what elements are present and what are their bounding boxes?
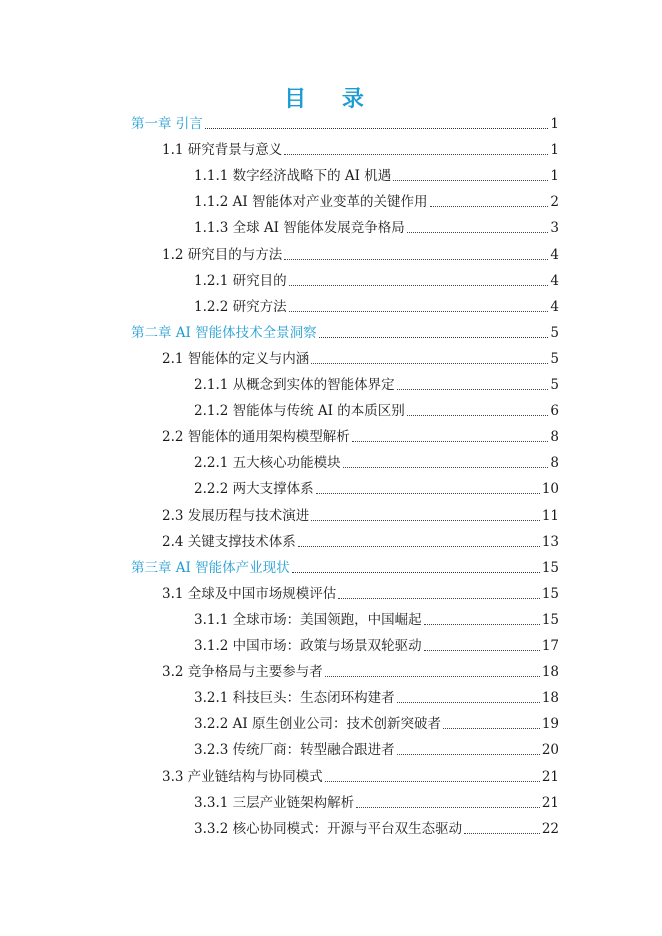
toc-subsection-entry[interactable] xyxy=(194,790,559,816)
toc-section-entry[interactable] xyxy=(162,424,559,450)
toc-entry-label: 第一章 引言 xyxy=(131,116,203,132)
toc-entry-label: 1.1.2 AI 智能体对产业变革的关键作用 xyxy=(194,194,428,211)
toc-subsection-entry[interactable] xyxy=(194,711,559,737)
toc-title: 目 录 xyxy=(284,87,378,112)
toc-subsection-entry[interactable] xyxy=(194,372,559,398)
toc-chapter-entry[interactable] xyxy=(131,111,559,137)
toc-chapter-entry[interactable] xyxy=(131,555,559,581)
toc-subsection-entry[interactable] xyxy=(194,163,559,189)
toc-entry-label: 3.2.1 科技巨头：生态闭环构建者 xyxy=(194,690,395,707)
dot-leader xyxy=(407,231,549,233)
toc-entry-label: 1.2.2 研究方法 xyxy=(194,298,287,315)
toc-entry-label: 1.2.1 研究目的 xyxy=(194,272,287,289)
dot-leader xyxy=(424,649,540,651)
dot-leader xyxy=(205,127,549,129)
toc-entry-label: 1.1 研究背景与意义 xyxy=(162,142,283,159)
dot-leader xyxy=(343,466,549,468)
toc-page-number: 21 xyxy=(541,768,559,785)
toc-page-number: 4 xyxy=(550,272,559,289)
toc-section-entry[interactable] xyxy=(162,137,559,163)
dot-leader xyxy=(443,727,540,729)
toc-page-number: 4 xyxy=(550,246,559,263)
toc-entry-label: 2.2.2 两大支撑体系 xyxy=(194,481,314,498)
dot-leader xyxy=(407,414,549,416)
toc-page-number: 18 xyxy=(541,690,559,707)
toc-page-number: 13 xyxy=(541,533,559,550)
toc-page-number: 10 xyxy=(541,481,559,498)
toc-entry-label: 1.1.3 全球 AI 智能体发展竞争格局 xyxy=(194,220,405,237)
dot-leader xyxy=(284,258,548,260)
toc-entry-label: 3.3 产业链结构与协同模式 xyxy=(162,768,323,785)
toc-page-number: 1 xyxy=(550,168,559,185)
toc-entry-label: 3.3.2 核心协同模式：开源与平台双生态驱动 xyxy=(194,820,463,837)
toc-page-number: 8 xyxy=(550,455,559,472)
toc-page-number: 5 xyxy=(550,350,559,367)
toc-section-entry[interactable] xyxy=(162,503,559,529)
toc-section-entry[interactable] xyxy=(162,346,559,372)
toc-subsection-entry[interactable] xyxy=(194,450,559,476)
toc-page-number: 15 xyxy=(541,559,559,576)
toc-subsection-entry[interactable] xyxy=(194,398,559,424)
toc-entry-label: 3.1 全球及中国市场规模评估 xyxy=(162,585,337,602)
toc-entry-label: 3.2 竞争格局与主要参与者 xyxy=(162,664,323,681)
toc-section-entry[interactable] xyxy=(162,581,559,607)
toc-page-number: 21 xyxy=(541,794,559,811)
toc-page-number: 4 xyxy=(550,298,559,315)
toc-entry-label: 1.1.1 数字经济战略下的 AI 机遇 xyxy=(194,168,392,185)
toc-entry-label: 2.2 智能体的通用架构模型解析 xyxy=(162,429,350,446)
toc-page-number: 19 xyxy=(541,716,559,733)
toc-page-number: 8 xyxy=(550,429,559,446)
dot-leader xyxy=(311,519,540,521)
toc-page-number: 5 xyxy=(550,377,559,393)
toc-section-entry[interactable] xyxy=(162,764,559,790)
toc-subsection-entry[interactable] xyxy=(194,685,559,711)
dot-leader xyxy=(393,179,548,181)
dot-leader xyxy=(424,623,540,625)
toc-page-number: 15 xyxy=(541,585,559,602)
toc-entry-label: 3.1.1 全球市场：美国领跑，中国崛起 xyxy=(194,611,422,628)
dot-leader xyxy=(430,205,549,207)
dot-leader xyxy=(397,753,540,755)
toc-page-number: 18 xyxy=(541,664,559,681)
dot-leader xyxy=(298,545,540,547)
dot-leader xyxy=(311,362,548,364)
toc-page-number: 6 xyxy=(550,403,559,420)
dot-leader xyxy=(397,701,540,703)
dot-leader xyxy=(356,806,540,808)
toc-entry-label: 2.1 智能体的定义与内涵 xyxy=(162,350,310,367)
toc-page-number: 15 xyxy=(541,611,559,628)
toc-subsection-entry[interactable] xyxy=(194,737,559,763)
dot-leader xyxy=(289,310,549,312)
toc-chapter-entry[interactable] xyxy=(131,320,559,346)
dot-leader xyxy=(319,336,549,338)
toc-entry-label: 3.2.2 AI 原生创业公司：技术创新突破者 xyxy=(194,716,442,733)
toc-section-entry[interactable] xyxy=(162,529,559,555)
dot-leader xyxy=(284,153,548,155)
toc-entry-label: 2.3 发展历程与技术演进 xyxy=(162,507,310,524)
dot-leader xyxy=(352,440,549,442)
dot-leader xyxy=(325,780,540,782)
toc-entry-label: 3.1.2 中国市场：政策与场景双轮驱动 xyxy=(194,638,422,654)
toc-entry-label: 3.2.3 传统厂商：转型融合跟进者 xyxy=(194,742,395,759)
toc-subsection-entry[interactable] xyxy=(194,607,559,633)
toc-page-number: 1 xyxy=(550,142,559,159)
dot-leader xyxy=(316,492,540,494)
toc-entry-label: 2.2.1 五大核心功能模块 xyxy=(194,455,341,472)
dot-leader xyxy=(338,597,540,599)
toc-subsection-entry[interactable] xyxy=(194,268,559,294)
dot-leader xyxy=(325,675,540,677)
toc-page-number: 22 xyxy=(541,820,559,837)
toc-page-number: 3 xyxy=(550,220,559,237)
toc-section-entry[interactable] xyxy=(162,659,559,685)
dot-leader xyxy=(292,571,540,573)
toc-page-number: 17 xyxy=(541,638,559,654)
toc-page-number: 1 xyxy=(550,116,559,132)
toc-entry-label: 第三章 AI 智能体产业现状 xyxy=(131,559,290,576)
dot-leader xyxy=(289,284,549,286)
toc-section-entry[interactable] xyxy=(162,242,559,268)
toc-page-number: 20 xyxy=(541,742,559,759)
toc-entry-label: 1.2 研究目的与方法 xyxy=(162,246,283,263)
toc-subsection-entry[interactable] xyxy=(194,816,559,842)
toc-page-number: 11 xyxy=(541,507,559,524)
dot-leader xyxy=(397,388,549,390)
toc-entry-label: 2.1.1 从概念到实体的智能体界定 xyxy=(194,377,395,393)
toc-entry-label: 2.4 关键支撑技术体系 xyxy=(162,533,296,550)
dot-leader xyxy=(464,832,540,834)
toc-entry-label: 2.1.2 智能体与传统 AI 的本质区别 xyxy=(194,403,405,420)
toc-subsection-entry[interactable] xyxy=(194,476,559,502)
toc-page-number: 2 xyxy=(550,194,559,211)
toc-subsection-entry[interactable] xyxy=(194,189,559,215)
toc-subsection-entry[interactable] xyxy=(194,294,559,320)
toc-entry-label: 3.3.1 三层产业链架构解析 xyxy=(194,794,355,811)
toc-entry-label: 第二章 AI 智能体技术全景洞察 xyxy=(131,324,317,341)
toc-page-number: 5 xyxy=(550,324,559,341)
toc-subsection-entry[interactable] xyxy=(194,215,559,241)
toc-subsection-entry[interactable] xyxy=(194,633,559,659)
